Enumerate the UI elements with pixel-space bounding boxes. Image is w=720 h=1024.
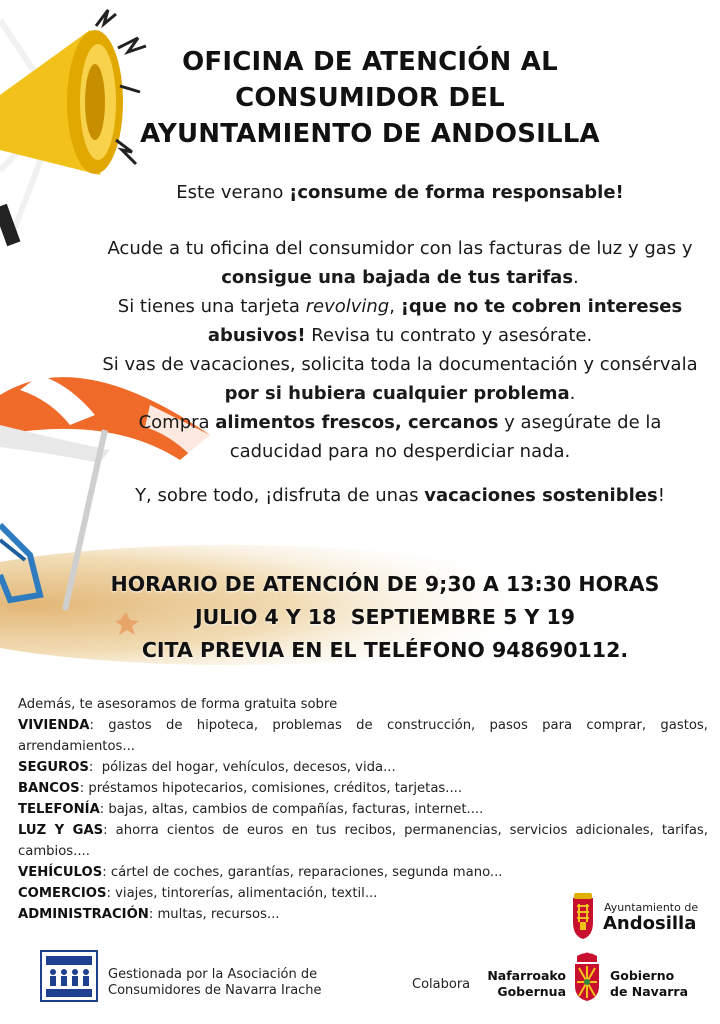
managed-by-text — [108, 967, 322, 999]
text-span: . — [573, 267, 579, 288]
text-span: ! — [657, 485, 665, 506]
service-item — [18, 862, 708, 883]
paragraph-tariffs — [90, 234, 710, 292]
title-line: OFICINA DE ATENCIÓN AL — [182, 47, 558, 77]
managed-line: Consumidores de Navarra Irache — [108, 983, 322, 998]
title-line: CONSUMIDOR DEL — [235, 83, 505, 113]
text-span: y asegúrate de la caducidad para no desperdiciar nada. — [229, 412, 662, 462]
service-text: : bajas, altas, cambios de compañías, facturas, internet.... — [99, 802, 484, 817]
service-text: : cártel de coches, garantías, reparaciones, segunda mano... — [102, 865, 503, 880]
text-span: Y, sobre todo, ¡disfruta de unas — [135, 485, 425, 506]
service-label: TELEFONÍA — [18, 802, 100, 817]
service-text: : pólizas del hogar, vehículos, decesos, vida... — [88, 760, 396, 775]
service-item — [18, 757, 708, 778]
bold-span: consigue una bajada de tus tarifas — [221, 267, 574, 288]
bold-span: alimentos frescos, cercanos — [215, 412, 499, 433]
service-label: VIVIENDA — [18, 718, 90, 733]
service-item — [18, 778, 708, 799]
gn-basque-line: Nafarroako — [487, 968, 566, 983]
text-span: Compra — [138, 412, 216, 433]
service-text: : gastos de hipoteca, problemas de construcción, pasos para comprar, gastos, arrendamientos... — [18, 718, 708, 754]
service-label: ADMINISTRACIÓN — [18, 907, 149, 922]
service-text: : multas, recursos... — [148, 907, 280, 922]
tagline-lead: Este verano — [176, 182, 290, 203]
gn-basque-line: Gobernua — [497, 984, 566, 999]
gobierno-navarra-spanish-name — [610, 968, 688, 1000]
paragraph-revolving — [90, 292, 710, 350]
service-label: VEHÍCULOS — [18, 865, 103, 880]
office-hours — [60, 568, 710, 667]
text-span: Si tienes una tarjeta — [117, 296, 306, 317]
text-span: . — [569, 383, 576, 404]
text-span: , — [389, 296, 401, 317]
body-text — [90, 234, 710, 466]
paragraph-vacation — [90, 350, 710, 408]
navarra-coat-of-arms-icon — [571, 952, 603, 1002]
text-span: Revisa tu contrato y asesórate. — [305, 325, 593, 346]
italic-span: revolving — [305, 296, 390, 317]
gobierno-navarra-basque-name — [480, 968, 566, 1000]
managed-line: Gestionada por la Asociación de — [108, 967, 318, 982]
service-label: SEGUROS — [18, 760, 89, 775]
text-span: Acude a tu oficina del consumidor con las facturas de luz y gas y — [107, 238, 693, 259]
colabora-label: Colabora — [412, 977, 471, 992]
gn-spanish-line: Gobierno — [610, 968, 675, 983]
hours-line: HORARIO DE ATENCIÓN DE 9;30 A 13:30 HORAS — [110, 572, 660, 596]
services-list — [18, 694, 708, 925]
andosilla-label: Andosilla — [603, 913, 697, 934]
andosilla-coat-of-arms-icon — [568, 892, 598, 940]
tagline-bold: ¡consume de forma responsable! — [289, 182, 624, 203]
closing-line — [90, 482, 710, 510]
service-text: : ahorra cientos de euros en tus recibos, permanencias, servicios adicionales, tarifas, cambios.... — [18, 823, 708, 859]
bold-span: vacaciones sostenibles — [424, 485, 658, 506]
service-label: LUZ Y GAS — [18, 823, 104, 838]
bold-span: ¡que no te cobren intereses abusivos! — [207, 296, 683, 346]
gn-spanish-line: de Navarra — [610, 984, 689, 999]
service-item — [18, 820, 708, 862]
services-intro: Además, te asesoramos de forma gratuita sobre — [18, 697, 338, 712]
service-item — [18, 799, 708, 820]
service-label: COMERCIOS — [18, 886, 107, 901]
tagline — [140, 181, 660, 205]
hours-line: CITA PREVIA EN EL TELÉFONO 948690112. — [141, 638, 629, 662]
service-text: : viajes, tintorerías, alimentación, textil... — [106, 886, 378, 901]
text-span: Si vas de vacaciones, solicita toda la documentación y consérvala — [102, 354, 698, 375]
service-item — [18, 715, 708, 757]
hours-line: JULIO 4 Y 18 SEPTIEMBRE 5 Y 19 — [195, 605, 575, 629]
page-title — [110, 44, 630, 152]
title-line: AYUNTAMIENTO DE ANDOSILLA — [140, 119, 600, 149]
irache-association-logo — [40, 950, 98, 1002]
bold-span: por si hubiera cualquier problema — [224, 383, 570, 404]
service-label: BANCOS — [18, 781, 80, 796]
paragraph-food — [90, 408, 710, 466]
service-text: : préstamos hipotecarios, comisiones, créditos, tarjetas.... — [79, 781, 463, 796]
ayuntamiento-label: Ayuntamiento de — [604, 901, 699, 914]
